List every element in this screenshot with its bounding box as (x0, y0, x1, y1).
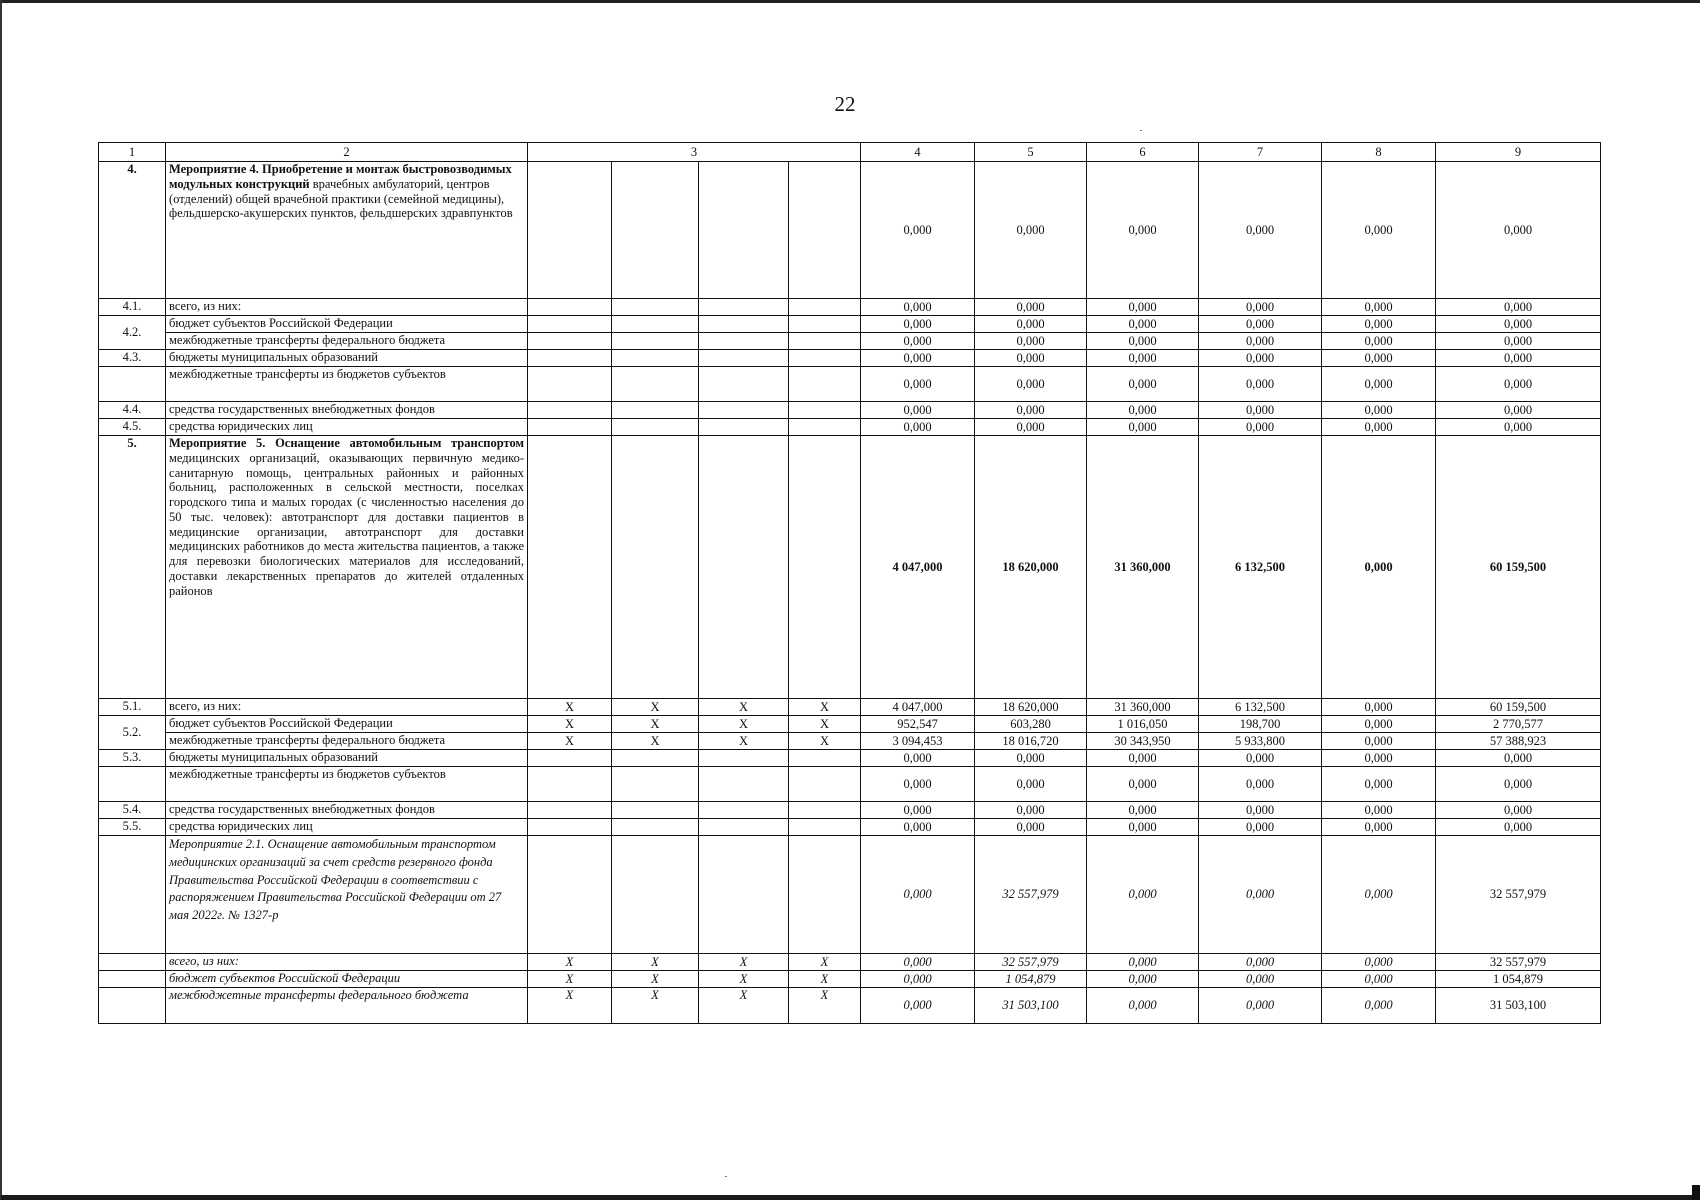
x-cell (699, 767, 789, 802)
x-cell: X (612, 988, 699, 1024)
value-cell: 0,000 (861, 836, 975, 954)
value-cell: 0,000 (1436, 819, 1601, 836)
row-name-rest: врачебных амбулаторий, центров (отделений) общей врачебной практики (семейной медицины), фельдшерско-акушерских пунктов, фельдшерских здравпунктов (169, 176, 513, 221)
value-cell: 0,000 (1322, 316, 1436, 333)
x-cell: X (789, 954, 861, 971)
x-cell (528, 750, 612, 767)
row-name: Мероприятие 2.1. Оснащение автомобильным транспортом медицинских организаций за счет средств резервного фонда Правительства Российской Федерации в соответствии с распоряжением Правительства Российской Федерации от 27 мая 2022г. № 1327-р (166, 836, 528, 954)
value-cell: 0,000 (1087, 299, 1199, 316)
table-row (99, 836, 1601, 954)
row-name (166, 436, 528, 699)
x-cell (612, 333, 699, 350)
row-name: межбюджетные трансферты федерального бюджета (166, 333, 528, 350)
value-cell: 0,000 (1087, 802, 1199, 819)
value-cell: 0,000 (1199, 367, 1322, 402)
row-name: межбюджетные трансферты федерального бюджета (166, 733, 528, 750)
value-cell: 0,000 (1087, 367, 1199, 402)
table-row (99, 988, 1601, 1024)
x-cell (789, 750, 861, 767)
value-cell: 0,000 (1436, 767, 1601, 802)
value-cell: 31 503,100 (1436, 988, 1601, 1024)
value-cell: 0,000 (1436, 402, 1601, 419)
row-name: бюджет субъектов Российской Федерации (166, 716, 528, 733)
table-row (99, 367, 1601, 402)
row-name: бюджеты муниципальных образований (166, 350, 528, 367)
x-cell (528, 350, 612, 367)
value-cell: 0,000 (1199, 954, 1322, 971)
x-cell (612, 750, 699, 767)
value-cell: 0,000 (861, 988, 975, 1024)
x-cell (612, 836, 699, 954)
x-cell (528, 419, 612, 436)
value-cell: 0,000 (1322, 419, 1436, 436)
x-cell (528, 367, 612, 402)
value-cell: 1 054,879 (975, 971, 1087, 988)
value-cell: 0,000 (861, 333, 975, 350)
value-cell: 0,000 (1087, 988, 1199, 1024)
x-cell (789, 836, 861, 954)
table-row (99, 767, 1601, 802)
value-cell: 0,000 (1436, 316, 1601, 333)
x-cell: X (789, 733, 861, 750)
x-cell: X (612, 699, 699, 716)
x-cell (612, 299, 699, 316)
value-cell: 0,000 (1322, 750, 1436, 767)
table-row (99, 819, 1601, 836)
scan-corner-mark (1692, 1185, 1700, 1200)
value-cell: 6 132,500 (1199, 436, 1322, 699)
row-index: 5.4. (99, 802, 166, 819)
x-cell (789, 162, 861, 299)
row-index: 5.1. (99, 699, 166, 716)
x-cell: X (612, 971, 699, 988)
value-cell: 0,000 (1436, 333, 1601, 350)
value-cell: 32 557,979 (975, 836, 1087, 954)
value-cell: 0,000 (1322, 954, 1436, 971)
value-cell: 0,000 (1087, 350, 1199, 367)
x-cell: X (612, 716, 699, 733)
x-cell (699, 819, 789, 836)
x-cell (789, 333, 861, 350)
value-cell: 0,000 (1087, 333, 1199, 350)
x-cell (612, 350, 699, 367)
value-cell: 0,000 (861, 162, 975, 299)
value-cell: 0,000 (1436, 299, 1601, 316)
x-cell (528, 767, 612, 802)
table-row (99, 333, 1601, 350)
value-cell: 0,000 (861, 367, 975, 402)
value-cell: 0,000 (975, 767, 1087, 802)
value-cell: 0,000 (1322, 716, 1436, 733)
row-index (99, 367, 166, 402)
value-cell: 18 016,720 (975, 733, 1087, 750)
scan-border-top (0, 0, 1700, 3)
row-index: 4.1. (99, 299, 166, 316)
row-index (99, 971, 166, 988)
x-cell (528, 819, 612, 836)
table-row (99, 162, 1601, 299)
scan-speck (725, 1176, 727, 1177)
value-cell: 31 503,100 (975, 988, 1087, 1024)
value-cell: 0,000 (1087, 954, 1199, 971)
value-cell: 0,000 (1199, 836, 1322, 954)
value-cell: 0,000 (1087, 750, 1199, 767)
x-cell: X (699, 716, 789, 733)
value-cell: 0,000 (1087, 402, 1199, 419)
value-cell: 0,000 (1199, 419, 1322, 436)
row-index: 4.4. (99, 402, 166, 419)
x-cell (699, 419, 789, 436)
value-cell: 0,000 (861, 819, 975, 836)
value-cell: 0,000 (861, 316, 975, 333)
row-name-bold: Мероприятие 4. Приобретение и монтаж быстровозводимых модульных конструкций (169, 162, 512, 191)
value-cell: 5 933,800 (1199, 733, 1322, 750)
row-index (99, 954, 166, 971)
x-cell: X (528, 988, 612, 1024)
value-cell: 0,000 (1087, 836, 1199, 954)
x-cell (699, 316, 789, 333)
x-cell (789, 316, 861, 333)
x-cell: X (528, 716, 612, 733)
value-cell: 31 360,000 (1087, 436, 1199, 699)
x-cell (789, 402, 861, 419)
value-cell: 0,000 (1436, 367, 1601, 402)
value-cell: 0,000 (975, 419, 1087, 436)
header-row (99, 143, 1601, 162)
value-cell: 0,000 (861, 971, 975, 988)
value-cell: 0,000 (1322, 802, 1436, 819)
row-name: межбюджетные трансферты из бюджетов субъектов (166, 767, 528, 802)
x-cell (612, 419, 699, 436)
value-cell: 0,000 (1436, 162, 1601, 299)
row-name: межбюджетные трансферты из бюджетов субъектов (166, 367, 528, 402)
x-cell (528, 316, 612, 333)
value-cell: 0,000 (1322, 333, 1436, 350)
row-name-bold: Мероприятие 5. Оснащение автомобильным транспортом (169, 436, 524, 450)
value-cell: 0,000 (1322, 767, 1436, 802)
value-cell: 0,000 (975, 802, 1087, 819)
x-cell: X (528, 954, 612, 971)
x-cell (699, 162, 789, 299)
value-cell: 0,000 (975, 819, 1087, 836)
value-cell: 0,000 (861, 750, 975, 767)
value-cell: 0,000 (1322, 819, 1436, 836)
x-cell: X (612, 954, 699, 971)
x-cell: X (699, 733, 789, 750)
value-cell: 32 557,979 (975, 954, 1087, 971)
value-cell: 0,000 (1087, 419, 1199, 436)
x-cell (612, 367, 699, 402)
value-cell: 603,280 (975, 716, 1087, 733)
value-cell: 1 054,879 (1436, 971, 1601, 988)
x-cell: X (528, 971, 612, 988)
value-cell: 0,000 (1087, 162, 1199, 299)
value-cell: 0,000 (1199, 162, 1322, 299)
table-row (99, 350, 1601, 367)
value-cell: 0,000 (1199, 971, 1322, 988)
header-cell: 3 (528, 143, 861, 162)
row-name-rest: медицинских организаций, оказывающих первичную медико-санитарную помощь, центральных районных и районных больниц, расположенных в сельской местности, поселках городского типа и малых городах (с численностью населения до 50 тыс. человек): автотранспорт для доставки пациентов в медицинские организации, автотранспорт для доставки медицинских работников до места жительства пациентов, а также для перевозки биологических материалов для исследований, доставки лекарственных препаратов до жителей отдаленных районов (169, 450, 524, 598)
x-cell (789, 802, 861, 819)
value-cell: 0,000 (1322, 436, 1436, 699)
row-index: 4.5. (99, 419, 166, 436)
row-index (99, 836, 166, 954)
value-cell: 0,000 (975, 367, 1087, 402)
value-cell: 6 132,500 (1199, 699, 1322, 716)
x-cell (612, 767, 699, 802)
row-name: всего, из них: (166, 699, 528, 716)
value-cell: 0,000 (1322, 836, 1436, 954)
value-cell: 952,547 (861, 716, 975, 733)
row-index: 4. (99, 162, 166, 299)
value-cell: 60 159,500 (1436, 436, 1601, 699)
value-cell: 0,000 (975, 333, 1087, 350)
header-cell: 1 (99, 143, 166, 162)
x-cell: X (699, 699, 789, 716)
x-cell: X (528, 733, 612, 750)
value-cell: 0,000 (861, 954, 975, 971)
row-index: 5. (99, 436, 166, 699)
x-cell (789, 350, 861, 367)
table-row (99, 954, 1601, 971)
x-cell (612, 802, 699, 819)
row-index (99, 767, 166, 802)
x-cell (528, 836, 612, 954)
row-name: всего, из них: (166, 299, 528, 316)
row-index: 4.3. (99, 350, 166, 367)
x-cell (528, 162, 612, 299)
x-cell (789, 419, 861, 436)
value-cell: 0,000 (1436, 350, 1601, 367)
header-cell: 6 (1087, 143, 1199, 162)
x-cell (528, 402, 612, 419)
page-number: 22 (834, 92, 856, 116)
value-cell: 0,000 (1199, 819, 1322, 836)
value-cell: 18 620,000 (975, 436, 1087, 699)
x-cell (789, 367, 861, 402)
value-cell: 0,000 (861, 402, 975, 419)
value-cell: 0,000 (1087, 819, 1199, 836)
value-cell: 2 770,577 (1436, 716, 1601, 733)
header-cell: 5 (975, 143, 1087, 162)
x-cell (789, 767, 861, 802)
value-cell: 0,000 (1199, 402, 1322, 419)
row-index: 5.3. (99, 750, 166, 767)
x-cell: X (789, 699, 861, 716)
value-cell: 0,000 (1322, 299, 1436, 316)
value-cell: 57 388,923 (1436, 733, 1601, 750)
x-cell (612, 162, 699, 299)
row-name: средства юридических лиц (166, 819, 528, 836)
value-cell: 30 343,950 (1087, 733, 1199, 750)
value-cell: 0,000 (1199, 988, 1322, 1024)
value-cell: 0,000 (1436, 419, 1601, 436)
value-cell: 0,000 (1199, 802, 1322, 819)
x-cell (699, 350, 789, 367)
x-cell (612, 402, 699, 419)
value-cell: 0,000 (1322, 350, 1436, 367)
value-cell: 0,000 (1199, 350, 1322, 367)
row-index (99, 988, 166, 1024)
x-cell (528, 299, 612, 316)
value-cell: 0,000 (1199, 750, 1322, 767)
value-cell: 0,000 (975, 162, 1087, 299)
value-cell: 0,000 (861, 350, 975, 367)
value-cell: 60 159,500 (1436, 699, 1601, 716)
value-cell: 198,700 (1199, 716, 1322, 733)
row-name: межбюджетные трансферты федерального бюджета (166, 988, 528, 1024)
value-cell: 0,000 (1199, 316, 1322, 333)
header-cell: 2 (166, 143, 528, 162)
row-name: средства государственных внебюджетных фондов (166, 802, 528, 819)
header-cell: 4 (861, 143, 975, 162)
x-cell (528, 333, 612, 350)
table-row (99, 716, 1601, 733)
value-cell: 0,000 (861, 419, 975, 436)
x-cell (789, 436, 861, 699)
value-cell: 0,000 (1322, 402, 1436, 419)
x-cell: X (789, 716, 861, 733)
x-cell: X (789, 988, 861, 1024)
x-cell: X (612, 733, 699, 750)
table-row (99, 971, 1601, 988)
value-cell: 0,000 (975, 316, 1087, 333)
x-cell (789, 299, 861, 316)
x-cell (699, 750, 789, 767)
value-cell: 3 094,453 (861, 733, 975, 750)
row-index: 5.5. (99, 819, 166, 836)
x-cell (528, 436, 612, 699)
value-cell: 0,000 (1322, 971, 1436, 988)
value-cell: 32 557,979 (1436, 836, 1601, 954)
x-cell (699, 836, 789, 954)
header-cell: 9 (1436, 143, 1601, 162)
value-cell: 0,000 (975, 402, 1087, 419)
value-cell: 0,000 (1199, 299, 1322, 316)
value-cell: 0,000 (861, 802, 975, 819)
scan-border-bottom (1, 1195, 1700, 1200)
row-index: 4.2. (99, 316, 166, 350)
table-row (99, 733, 1601, 750)
value-cell: 0,000 (1087, 971, 1199, 988)
x-cell (612, 436, 699, 699)
value-cell: 0,000 (1199, 333, 1322, 350)
header-cell: 8 (1322, 143, 1436, 162)
x-cell (699, 402, 789, 419)
value-cell: 32 557,979 (1436, 954, 1601, 971)
value-cell: 4 047,000 (861, 699, 975, 716)
value-cell: 0,000 (1322, 162, 1436, 299)
table-row (99, 299, 1601, 316)
row-name: средства юридических лиц (166, 419, 528, 436)
x-cell: X (699, 954, 789, 971)
row-name (166, 162, 528, 299)
value-cell: 0,000 (1322, 733, 1436, 750)
value-cell: 4 047,000 (861, 436, 975, 699)
value-cell: 18 620,000 (975, 699, 1087, 716)
x-cell (612, 819, 699, 836)
value-cell: 0,000 (1087, 316, 1199, 333)
x-cell (528, 802, 612, 819)
value-cell: 0,000 (1436, 750, 1601, 767)
x-cell: X (528, 699, 612, 716)
value-cell: 0,000 (1322, 988, 1436, 1024)
row-name: бюджет субъектов Российской Федерации (166, 316, 528, 333)
x-cell: X (699, 988, 789, 1024)
table-row (99, 316, 1601, 333)
value-cell: 1 016,050 (1087, 716, 1199, 733)
value-cell: 0,000 (861, 767, 975, 802)
value-cell: 0,000 (861, 299, 975, 316)
scan-border-left (0, 0, 2, 1200)
x-cell (699, 299, 789, 316)
x-cell (699, 333, 789, 350)
value-cell: 0,000 (1322, 367, 1436, 402)
x-cell (699, 802, 789, 819)
header-cell: 7 (1199, 143, 1322, 162)
row-name: средства государственных внебюджетных фондов (166, 402, 528, 419)
value-cell: 31 360,000 (1087, 699, 1199, 716)
scan-speck (1140, 130, 1142, 131)
value-cell: 0,000 (1436, 802, 1601, 819)
row-name: всего, из них: (166, 954, 528, 971)
table-row (99, 802, 1601, 819)
value-cell: 0,000 (1199, 767, 1322, 802)
x-cell (612, 316, 699, 333)
value-cell: 0,000 (975, 299, 1087, 316)
x-cell (789, 819, 861, 836)
row-index: 5.2. (99, 716, 166, 750)
value-cell: 0,000 (1322, 699, 1436, 716)
value-cell: 0,000 (1087, 767, 1199, 802)
table-row (99, 436, 1601, 699)
x-cell: X (699, 971, 789, 988)
value-cell: 0,000 (975, 350, 1087, 367)
x-cell (699, 436, 789, 699)
row-name: бюджеты муниципальных образований (166, 750, 528, 767)
budget-table (98, 142, 1601, 1024)
x-cell: X (789, 971, 861, 988)
table-row (99, 750, 1601, 767)
table-row (99, 402, 1601, 419)
table-row (99, 419, 1601, 436)
table-row (99, 699, 1601, 716)
x-cell (699, 367, 789, 402)
value-cell: 0,000 (975, 750, 1087, 767)
row-name: бюджет субъектов Российской Федерации (166, 971, 528, 988)
